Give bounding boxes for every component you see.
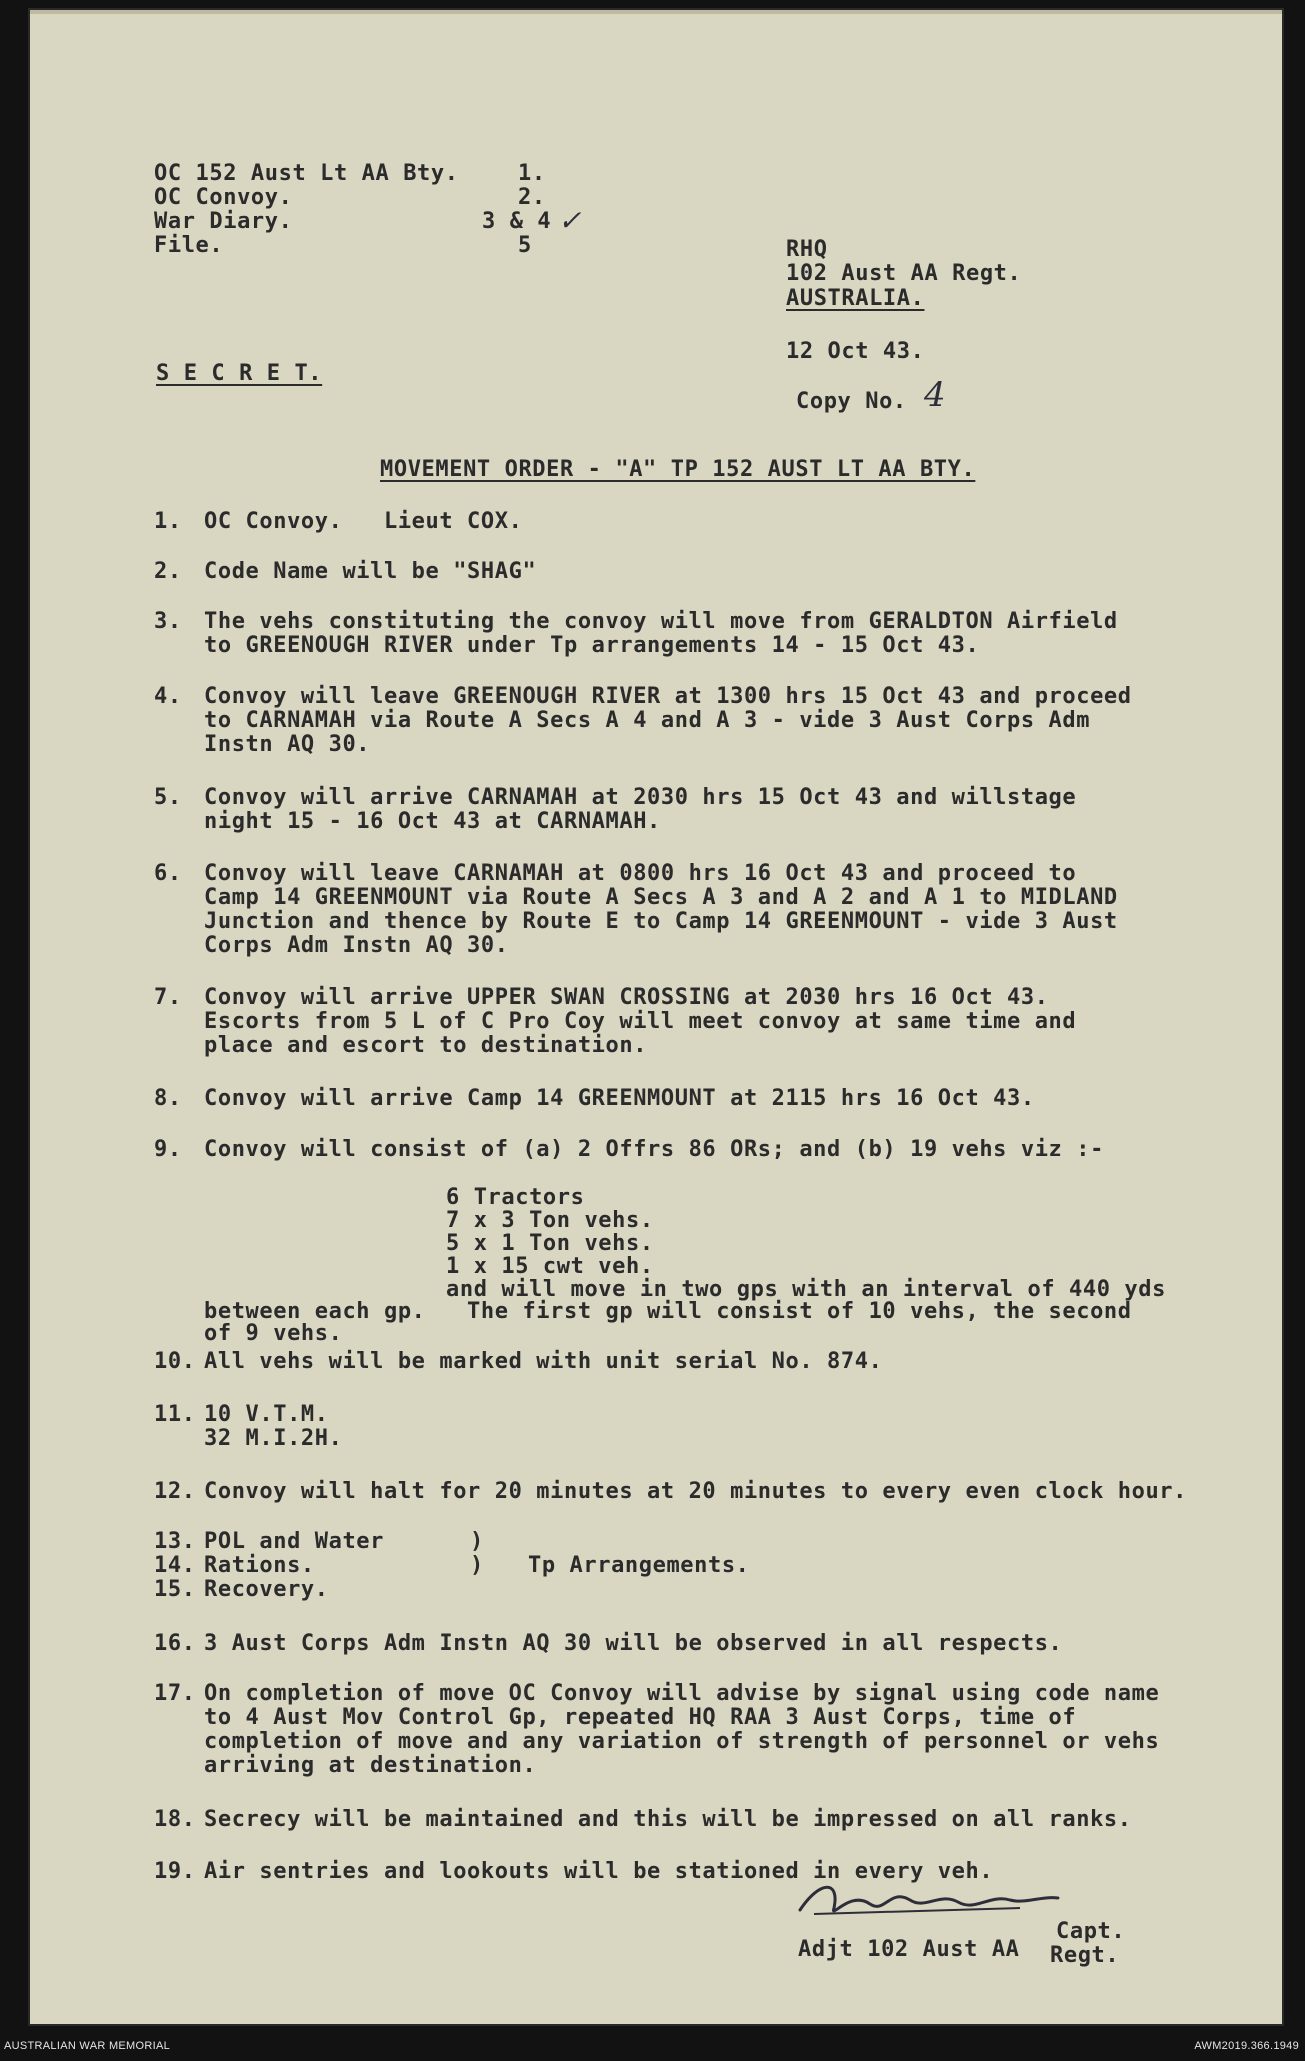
para-number: 2. <box>154 559 182 584</box>
para-number: 9. <box>154 1137 182 1162</box>
para-number: 18. <box>154 1807 196 1832</box>
copy-label: Copy No. <box>796 389 907 414</box>
para-number: 1. <box>154 509 182 534</box>
para-text: to CARNAMAH via Route A Secs A 4 and A 3 - vide 3 Aust Corps Adm <box>204 708 1091 733</box>
para-text: POL and Water <box>204 1529 384 1554</box>
para-text: On completion of move OC Convoy will advise by signal using code name <box>204 1681 1160 1706</box>
para-text: Air sentries and lookouts will be stationed in every veh. <box>204 1859 994 1884</box>
sender-line: 102 Aust AA Regt. <box>786 261 1022 286</box>
para-text: Code Name will be "SHAG" <box>204 559 537 584</box>
para-text: Escorts from 5 L of C Pro Coy will meet convoy at same time and <box>204 1009 1077 1034</box>
para-number: 6. <box>154 861 182 886</box>
para-text: and will move in two gps with an interval of 440 yds <box>446 1277 1166 1302</box>
distribution-copy: 3 & 4 <box>482 209 552 234</box>
para-text: Convoy will leave GREENOUGH RIVER at 1300 hrs 15 Oct 43 and proceed <box>204 684 1132 709</box>
para-text: place and escort to destination. <box>204 1033 648 1058</box>
distribution-name: War Diary. <box>154 209 293 234</box>
para-text: Junction and thence by Route E to Camp 14 GREENMOUNT - vide 3 Aust <box>204 909 1118 934</box>
para-number: 8. <box>154 1086 182 1111</box>
distribution-name: OC 152 Aust Lt AA Bty. <box>154 161 459 186</box>
signature-scrawl <box>790 1870 1070 1930</box>
para-text: All vehs will be marked with unit serial No. 874. <box>204 1349 883 1374</box>
para-text: Convoy will arrive UPPER SWAN CROSSING at 2030 hrs 16 Oct 43. <box>204 985 1049 1010</box>
vehicle-item: 1 x 15 cwt veh. <box>446 1254 654 1279</box>
security-classification: S E C R E T. <box>156 361 323 386</box>
distribution-copy: 1. <box>518 161 546 186</box>
page-edge <box>30 10 1282 14</box>
copy-number-handwritten: 4 <box>924 375 946 415</box>
signatory-title: Regt. <box>1050 1943 1120 1968</box>
signatory-rank: Capt. <box>1056 1919 1126 1944</box>
para-text: arriving at destination. <box>204 1753 537 1778</box>
para-number: 3. <box>154 609 182 634</box>
para-text: to 4 Aust Mov Control Gp, repeated HQ RAA 3 Aust Corps, time of <box>204 1705 1077 1730</box>
para-text: 3 Aust Corps Adm Instn AQ 30 will be observed in all respects. <box>204 1631 1063 1656</box>
para-number: 7. <box>154 985 182 1010</box>
brace-mark: ) <box>470 1553 484 1578</box>
para-text: of 9 vehs. <box>204 1321 343 1346</box>
sender-line: RHQ <box>786 237 828 262</box>
para-text: Convoy will arrive Camp 14 GREENMOUNT at 2115 hrs 16 Oct 43. <box>204 1086 1035 1111</box>
para-text: Convoy will consist of (a) 2 Offrs 86 ORs; and (b) 19 vehs viz :- <box>204 1137 1104 1162</box>
para-number: 12. <box>154 1479 196 1504</box>
signatory-title: Adjt 102 Aust AA <box>798 1937 1020 1962</box>
vehicle-item: 7 x 3 Ton vehs. <box>446 1208 654 1233</box>
document-title: MOVEMENT ORDER - "A" TP 152 AUST LT AA BTY. <box>380 457 976 482</box>
para-number: 11. <box>154 1402 196 1427</box>
brace-mark: ) <box>470 1529 484 1554</box>
footer-source: AUSTRALIAN WAR MEMORIAL <box>4 2040 171 2052</box>
para-text: Secrecy will be maintained and this will be impressed on all ranks. <box>204 1807 1132 1832</box>
para-text: completion of move and any variation of strength of personnel or vehs <box>204 1729 1160 1754</box>
para-text: 10 V.T.M. <box>204 1402 329 1427</box>
para-text: to GREENOUGH RIVER under Tp arrangements 14 - 15 Oct 43. <box>204 633 980 658</box>
distribution-name: File. <box>154 233 224 258</box>
para-text: Rations. <box>204 1553 315 1578</box>
para-text: Convoy will halt for 20 minutes at 20 minutes to every even clock hour. <box>204 1479 1188 1504</box>
brace-text: Tp Arrangements. <box>528 1553 750 1578</box>
distribution-copy: 5 <box>518 233 532 258</box>
para-number: 5. <box>154 785 182 810</box>
handwritten-tick: ✓ <box>558 204 582 237</box>
para-text: Convoy will leave CARNAMAH at 0800 hrs 16 Oct 43 and proceed to <box>204 861 1077 886</box>
para-number: 10. <box>154 1349 196 1374</box>
document-page <box>30 10 1282 2024</box>
sender-line: AUSTRALIA. <box>786 286 925 311</box>
distribution-copy: 2. <box>518 185 546 210</box>
distribution-name: OC Convoy. <box>154 185 293 210</box>
para-number: 19. <box>154 1859 196 1884</box>
para-text: OC Convoy. Lieut COX. <box>204 509 523 534</box>
vehicle-item: 6 Tractors <box>446 1185 585 1210</box>
para-number: 14. <box>154 1553 196 1578</box>
para-number: 16. <box>154 1631 196 1656</box>
para-number: 4. <box>154 684 182 709</box>
para-text: between each gp. The first gp will consist of 10 vehs, the second <box>204 1299 1132 1324</box>
para-text: Instn AQ 30. <box>204 732 371 757</box>
para-text: Convoy will arrive CARNAMAH at 2030 hrs 15 Oct 43 and willstage <box>204 785 1077 810</box>
para-number: 13. <box>154 1529 196 1554</box>
para-text: night 15 - 16 Oct 43 at CARNAMAH. <box>204 809 661 834</box>
vehicle-item: 5 x 1 Ton vehs. <box>446 1231 654 1256</box>
para-text: Recovery. <box>204 1577 329 1602</box>
para-text: The vehs constituting the convoy will move from GERALDTON Airfield <box>204 609 1118 634</box>
para-text: 32 M.I.2H. <box>204 1426 343 1451</box>
para-text: Camp 14 GREENMOUNT via Route A Secs A 3 and A 2 and A 1 to MIDLAND <box>204 885 1118 910</box>
para-number: 17. <box>154 1681 196 1706</box>
document-date: 12 Oct 43. <box>786 339 925 364</box>
para-number: 15. <box>154 1577 196 1602</box>
para-text: Corps Adm Instn AQ 30. <box>204 933 509 958</box>
footer-reference: AWM2019.366.1949 <box>1194 2040 1299 2052</box>
